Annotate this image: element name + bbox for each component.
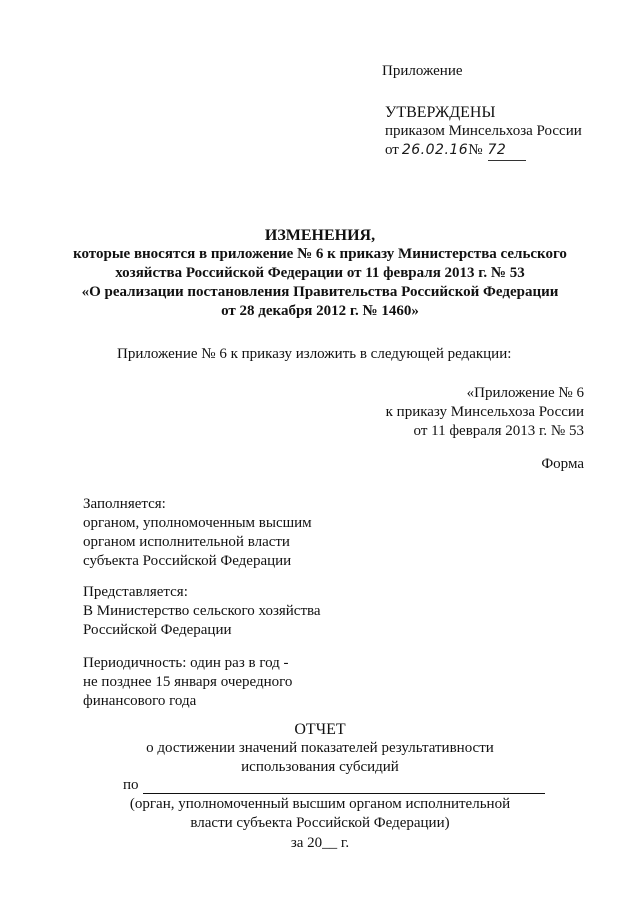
changes-heading: ИЗМЕНЕНИЯ, — [264, 227, 376, 244]
report-line-1: о достижении значений показателей результативности — [146, 740, 494, 756]
annex-line-1: «Приложение № 6 — [466, 385, 584, 401]
periodicity-line-3: финансового года — [83, 693, 197, 709]
annex-line-2: к приказу Минсельхоза России — [385, 404, 584, 420]
authority-blank-line — [143, 775, 545, 794]
report-heading: ОТЧЕТ — [294, 721, 346, 738]
periodicity-line-1: Периодичность: один раз в год - — [83, 655, 289, 671]
approval-date-line — [385, 141, 526, 161]
submitted-to-label: Представляется: — [83, 584, 188, 600]
title-line-3: «О реализации постановления Правительства Российской Федерации — [81, 284, 559, 300]
from-prefix: от — [385, 142, 399, 158]
report-line-2: использования субсидий — [241, 759, 399, 775]
title-line-1: которые вносятся в приложение № 6 к приказу Министерства сельского — [73, 246, 567, 262]
report-po-label: по — [123, 777, 139, 793]
submitted-to-line-2: Российской Федерации — [83, 622, 232, 638]
periodicity-line-2: не позднее 15 января очередного — [83, 674, 293, 690]
intro-paragraph: Приложение № 6 к приказу изложить в следующей редакции: — [117, 346, 512, 362]
report-note-1: (орган, уполномоченный высшим органом исполнительной — [129, 796, 511, 812]
filled-by-label: Заполняется: — [83, 496, 166, 512]
approved-label: УТВЕРЖДЕНЫ — [385, 104, 496, 121]
report-note-2: власти субъекта Российской Федерации) — [190, 815, 450, 831]
title-line-2: хозяйства Российской Федерации от 11 февраля 2013 г. № 53 — [115, 265, 525, 281]
report-year: за 20__ г. — [290, 835, 350, 851]
annex-line-3: от 11 февраля 2013 г. № 53 — [413, 423, 584, 439]
handwritten-number: 72 — [488, 141, 526, 161]
appendix-label: Приложение — [382, 63, 463, 79]
submitted-to-line-1: В Министерство сельского хозяйства — [83, 603, 321, 619]
form-label: Форма — [541, 456, 584, 472]
filled-by-line-2: органом исполнительной власти — [83, 534, 290, 550]
approved-by-order: приказом Минсельхоза России — [385, 123, 582, 139]
filled-by-line-1: органом, уполномоченным высшим — [83, 515, 312, 531]
filled-by-line-3: субъекта Российской Федерации — [83, 553, 292, 569]
title-line-4: от 28 декабря 2012 г. № 1460» — [221, 303, 419, 319]
handwritten-date: 26.02.16 — [401, 142, 469, 158]
number-sign: № — [468, 142, 483, 158]
